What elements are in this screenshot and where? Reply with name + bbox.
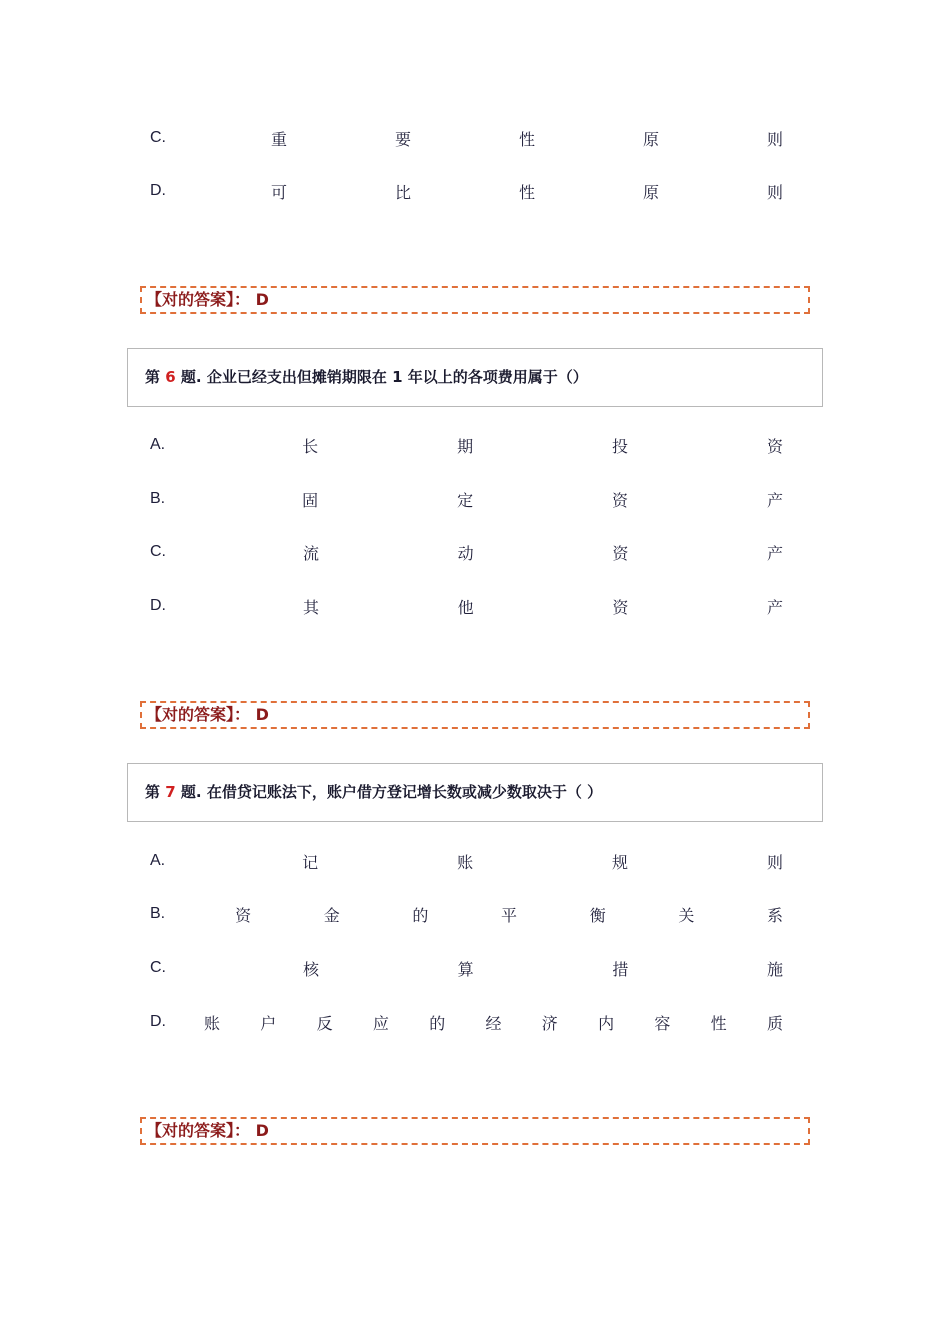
option-char: 算 — [457, 959, 474, 979]
option-char: 流 — [303, 543, 320, 563]
option-text — [271, 127, 783, 150]
answer-text — [146, 704, 269, 726]
option-char: 质 — [766, 1013, 783, 1033]
option-char: 则 — [766, 129, 783, 149]
answer-box — [140, 286, 810, 314]
question-prefix: 第 — [145, 368, 161, 386]
option-char: 平 — [501, 905, 518, 925]
option-char: 固 — [302, 490, 319, 510]
option-char: 的 — [429, 1013, 446, 1033]
option-char: 应 — [372, 1013, 389, 1033]
option-char: 账 — [457, 852, 474, 872]
answer-text — [146, 289, 269, 311]
option-text — [303, 957, 783, 980]
option-text — [271, 180, 783, 203]
option-text — [302, 434, 783, 457]
option-char: 资 — [235, 905, 252, 925]
answer-box — [140, 1117, 810, 1145]
option-char: 产 — [766, 543, 783, 563]
option-char: 户 — [260, 1013, 277, 1033]
option-char: 要 — [394, 129, 411, 149]
option-char: 经 — [485, 1013, 502, 1033]
option-char: 其 — [303, 597, 320, 617]
option-letter: A. — [150, 436, 166, 453]
option-char: 资 — [612, 490, 629, 510]
option-char: 规 — [612, 852, 629, 872]
option-char: 性 — [710, 1013, 727, 1033]
option-char: 系 — [766, 905, 783, 925]
option-b[interactable] — [150, 900, 783, 928]
option-letter: C. — [150, 543, 166, 560]
option-char: 容 — [654, 1013, 671, 1033]
option-letter: D. — [150, 597, 166, 614]
option-text — [302, 488, 783, 511]
option-char: 期 — [457, 436, 474, 456]
option-char: 记 — [302, 852, 319, 872]
option-text — [204, 1011, 783, 1034]
option-c[interactable] — [150, 954, 783, 982]
option-char: 衡 — [589, 905, 606, 925]
answer-label: 【对的答案】： — [146, 290, 251, 309]
question-box-6 — [127, 348, 823, 407]
option-char: 他 — [457, 597, 474, 617]
option-char: 关 — [678, 905, 695, 925]
question-box-7 — [127, 763, 823, 822]
option-char: 反 — [316, 1013, 333, 1033]
question-text: 题. 在借贷记账法下，账户借方登记增长数或减少数取决于（ ） — [180, 783, 603, 801]
option-char: 原 — [642, 182, 659, 202]
option-char: 则 — [766, 852, 783, 872]
option-char: 则 — [766, 182, 783, 202]
question-number: 6 — [165, 368, 176, 386]
option-char: 济 — [541, 1013, 558, 1033]
option-d[interactable] — [150, 592, 783, 620]
question-number: 7 — [165, 783, 176, 801]
option-char: 产 — [766, 490, 783, 510]
question-text: 题. 企业已经支出但摊销期限在 1 年以上的各项费用属于（） — [180, 368, 588, 386]
option-char: 性 — [518, 182, 535, 202]
option-c[interactable] — [150, 124, 783, 152]
answer-label: 【对的答案】： — [146, 1121, 251, 1140]
option-char: 重 — [271, 129, 288, 149]
option-text — [303, 541, 783, 564]
option-text — [302, 850, 783, 873]
option-char: 的 — [412, 905, 429, 925]
option-char: 投 — [612, 436, 629, 456]
option-d[interactable] — [150, 177, 783, 205]
option-char: 资 — [612, 543, 629, 563]
answer-value: D — [255, 705, 269, 724]
option-char: 可 — [271, 182, 288, 202]
option-a[interactable] — [150, 847, 783, 875]
option-char: 资 — [766, 436, 783, 456]
option-char: 产 — [766, 597, 783, 617]
answer-label: 【对的答案】： — [146, 705, 251, 724]
option-char: 长 — [302, 436, 319, 456]
option-char: 资 — [612, 597, 629, 617]
option-letter: A. — [150, 852, 166, 869]
answer-value: D — [255, 290, 269, 309]
option-letter: D. — [150, 182, 166, 199]
option-c[interactable] — [150, 538, 783, 566]
option-char: 核 — [303, 959, 320, 979]
question-prefix: 第 — [145, 783, 161, 801]
option-d[interactable] — [150, 1008, 783, 1036]
option-char: 性 — [518, 129, 535, 149]
option-char: 措 — [612, 959, 629, 979]
option-letter: B. — [150, 490, 166, 507]
answer-box — [140, 701, 810, 729]
question-title — [145, 781, 602, 803]
option-char: 定 — [457, 490, 474, 510]
option-letter: C. — [150, 959, 166, 976]
option-text — [235, 903, 783, 926]
option-char: 原 — [642, 129, 659, 149]
option-char: 账 — [204, 1013, 221, 1033]
option-char: 施 — [766, 959, 783, 979]
question-title — [145, 366, 588, 388]
option-letter: D. — [150, 1013, 166, 1030]
answer-text — [146, 1120, 269, 1142]
option-char: 内 — [598, 1013, 615, 1033]
option-a[interactable] — [150, 431, 783, 459]
option-text — [303, 595, 783, 618]
option-letter: B. — [150, 905, 166, 922]
option-char: 比 — [394, 182, 411, 202]
option-letter: C. — [150, 129, 166, 146]
option-char: 动 — [457, 543, 474, 563]
option-b[interactable] — [150, 485, 783, 513]
answer-value: D — [255, 1121, 269, 1140]
option-char: 金 — [323, 905, 340, 925]
